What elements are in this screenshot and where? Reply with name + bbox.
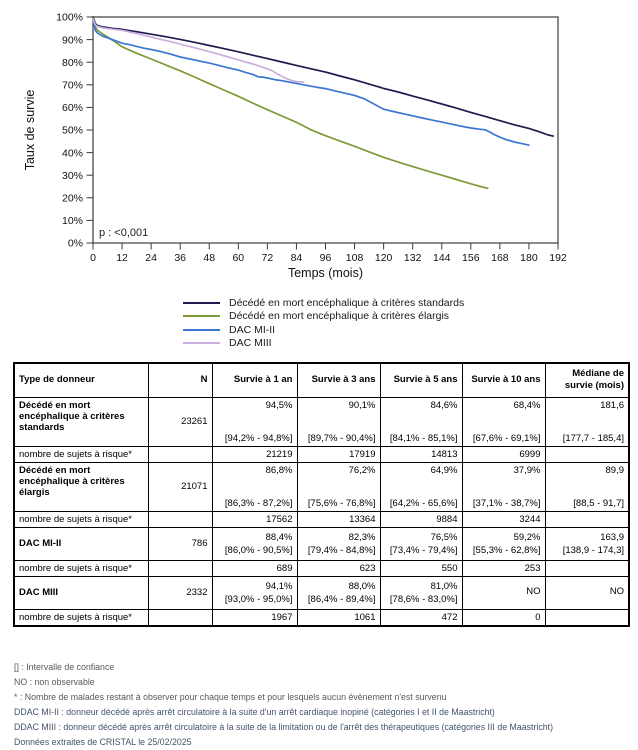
svg-text:90%: 90%: [61, 34, 83, 47]
risk-value: 253: [462, 560, 545, 576]
risk-label: nombre de sujets à risque*: [14, 511, 148, 527]
svg-text:40%: 40%: [61, 147, 83, 160]
survival-cell: 84,6% [84,1% - 85,1%]: [380, 397, 462, 446]
survival-table: [13, 362, 630, 627]
col-header-type: Type de donneur: [14, 363, 148, 397]
footnotes: [14, 660, 630, 750]
risk-label: nombre de sujets à risque*: [14, 560, 148, 576]
svg-text:80%: 80%: [61, 56, 83, 69]
risk-value: 689: [212, 560, 297, 576]
empty-cell: [148, 609, 212, 626]
n-value: 21071: [148, 462, 212, 511]
svg-text:100%: 100%: [56, 11, 83, 24]
risk-value: 1061: [297, 609, 380, 626]
survival-cell: 88,4% [86,0% - 90,5%]: [212, 527, 297, 560]
svg-text:10%: 10%: [61, 215, 83, 228]
risk-row: [14, 560, 629, 576]
svg-text:12: 12: [116, 252, 128, 264]
legend-line-swatch: [183, 342, 220, 344]
survival-cell: 81,0% [78,6% - 83,0%]: [380, 576, 462, 609]
survival-cell: 64,9% [64,2% - 65,6%]: [380, 462, 462, 511]
survival-cell: 94,5% [94,2% - 94,8%]: [212, 397, 297, 446]
empty-cell: [148, 446, 212, 462]
svg-text:168: 168: [491, 252, 509, 264]
survival-chart: [0, 0, 638, 292]
col-header-mediane: Médiane de survie (mois): [545, 363, 629, 397]
risk-value: 550: [380, 560, 462, 576]
legend-line-swatch: [183, 315, 220, 317]
footnote-line: DDAC MI-II : donneur décédé après arrêt circulatoire à la suite d'un arrêt cardiaque inopiné (catégories I et II de Maastricht): [14, 707, 495, 717]
risk-value: 0: [462, 609, 545, 626]
risk-label: nombre de sujets à risque*: [14, 609, 148, 626]
svg-text:48: 48: [203, 252, 216, 264]
risk-value: 17919: [297, 446, 380, 462]
survival-chart-plot: [0, 0, 638, 292]
survival-cell: 94,1% [93,0% - 95,0%]: [212, 576, 297, 609]
legend-label: DAC MI-II: [229, 323, 276, 336]
legend-line-swatch: [183, 329, 220, 331]
legend-item: [183, 296, 464, 310]
donor-type-label: Décédé en mort encéphalique à critères élargis: [14, 462, 148, 511]
n-value: 786: [148, 527, 212, 560]
risk-row: [14, 446, 629, 462]
x-axis-label: Temps (mois): [287, 266, 363, 280]
risk-value: 14813: [380, 446, 462, 462]
legend-line-swatch: [183, 302, 220, 304]
svg-text:70%: 70%: [61, 79, 83, 92]
n-value: 23261: [148, 397, 212, 446]
svg-text:20%: 20%: [61, 192, 83, 205]
table-row: [14, 462, 629, 511]
svg-text:60%: 60%: [61, 102, 83, 115]
survival-cell: 82,3% [79,4% - 84,8%]: [297, 527, 380, 560]
y-axis-label: Taux de survie: [23, 89, 37, 171]
survival-cell: 76,2% [75,6% - 76,8%]: [297, 462, 380, 511]
svg-text:72: 72: [261, 252, 274, 264]
risk-value: 472: [380, 609, 462, 626]
donor-type-label: Décédé en mort encéphalique à critères standards: [14, 397, 148, 446]
risk-row: [14, 609, 629, 626]
risk-label: nombre de sujets à risque*: [14, 446, 148, 462]
footnote-line: DDAC MIII : donneur décédé après arrêt circulatoire à la suite de la limitation ou de l'arrêt des thérapeutiques (catégories III de Maastricht): [14, 722, 554, 732]
legend-label: Décédé en mort encéphalique à critères élargis: [229, 310, 450, 323]
svg-text:96: 96: [319, 252, 332, 264]
svg-text:0%: 0%: [67, 237, 83, 250]
survival-cell: 86,8% [86,3% - 87,2%]: [212, 462, 297, 511]
svg-text:180: 180: [520, 252, 538, 264]
legend-item: [183, 310, 464, 324]
survival-cell: 88,0% [86,4% - 89,4%]: [297, 576, 380, 609]
svg-text:156: 156: [462, 252, 480, 264]
table-row: [14, 576, 629, 609]
empty-cell: [545, 560, 629, 576]
svg-text:144: 144: [432, 252, 451, 264]
empty-cell: [545, 511, 629, 527]
col-header-1an: Survie à 1 an: [212, 363, 297, 397]
footnote-line: NO : non observable: [14, 677, 95, 687]
n-value: 2332: [148, 576, 212, 609]
chart-legend: [183, 296, 464, 350]
median-cell: NO: [545, 576, 629, 609]
risk-value: 6999: [462, 446, 545, 462]
median-cell: 89,9 [88,5 - 91,7]: [545, 462, 629, 511]
footnote-line: Données extraites de CRISTAL le 25/02/2025: [14, 737, 192, 747]
svg-text:84: 84: [290, 252, 303, 264]
svg-text:120: 120: [374, 252, 393, 264]
risk-value: 17562: [212, 511, 297, 527]
survival-cell: 76,5% [73,4% - 79,4%]: [380, 527, 462, 560]
risk-value: 1967: [212, 609, 297, 626]
risk-value: 13364: [297, 511, 380, 527]
svg-text:50%: 50%: [61, 124, 83, 137]
legend-label: Décédé en mort encéphalique à critères standards: [229, 296, 465, 309]
svg-text:132: 132: [403, 252, 422, 264]
survival-cell: 37,9% [37,1% - 38,7%]: [462, 462, 545, 511]
legend-item: [183, 337, 464, 351]
median-cell: 163,9 [138,9 - 174,3]: [545, 527, 629, 560]
survival-cell: 59,2% [55,3% - 62,8%]: [462, 527, 545, 560]
risk-value: 21219: [212, 446, 297, 462]
col-header-10ans: Survie à 10 ans: [462, 363, 545, 397]
footnote-line: * : Nombre de malades restant à observer pour chaque temps et pour lesquels aucun évènement n'est survenu: [14, 692, 447, 702]
col-header-n: N: [148, 363, 212, 397]
legend-item: [183, 323, 464, 337]
table-row: [14, 397, 629, 446]
risk-row: [14, 511, 629, 527]
survival-cell: NO: [462, 576, 545, 609]
empty-cell: [148, 560, 212, 576]
risk-value: 3244: [462, 511, 545, 527]
svg-text:24: 24: [145, 252, 157, 264]
svg-text:30%: 30%: [61, 169, 83, 182]
empty-cell: [148, 511, 212, 527]
empty-cell: [545, 609, 629, 626]
col-header-5ans: Survie à 5 ans: [380, 363, 462, 397]
svg-text:60: 60: [232, 252, 245, 264]
risk-value: 9884: [380, 511, 462, 527]
footnote-line: [] : Intervalle de confiance: [14, 662, 115, 672]
svg-text:192: 192: [549, 252, 567, 264]
median-cell: 181,6 [177,7 - 185,4]: [545, 397, 629, 446]
donor-type-label: DAC MI-II: [14, 527, 148, 560]
table-row: [14, 527, 629, 560]
legend-label: DAC MIII: [229, 337, 272, 350]
p-value-annotation: p : <0,001: [99, 227, 149, 239]
svg-text:0: 0: [90, 252, 96, 264]
survival-cell: 68,4% [67,6% - 69,1%]: [462, 397, 545, 446]
svg-text:36: 36: [174, 252, 187, 264]
table-header-row: [14, 363, 629, 397]
empty-cell: [545, 446, 629, 462]
svg-text:108: 108: [345, 252, 364, 264]
col-header-3ans: Survie à 3 ans: [297, 363, 380, 397]
survival-cell: 90,1% [89,7% - 90,4%]: [297, 397, 380, 446]
donor-type-label: DAC MIII: [14, 576, 148, 609]
risk-value: 623: [297, 560, 380, 576]
